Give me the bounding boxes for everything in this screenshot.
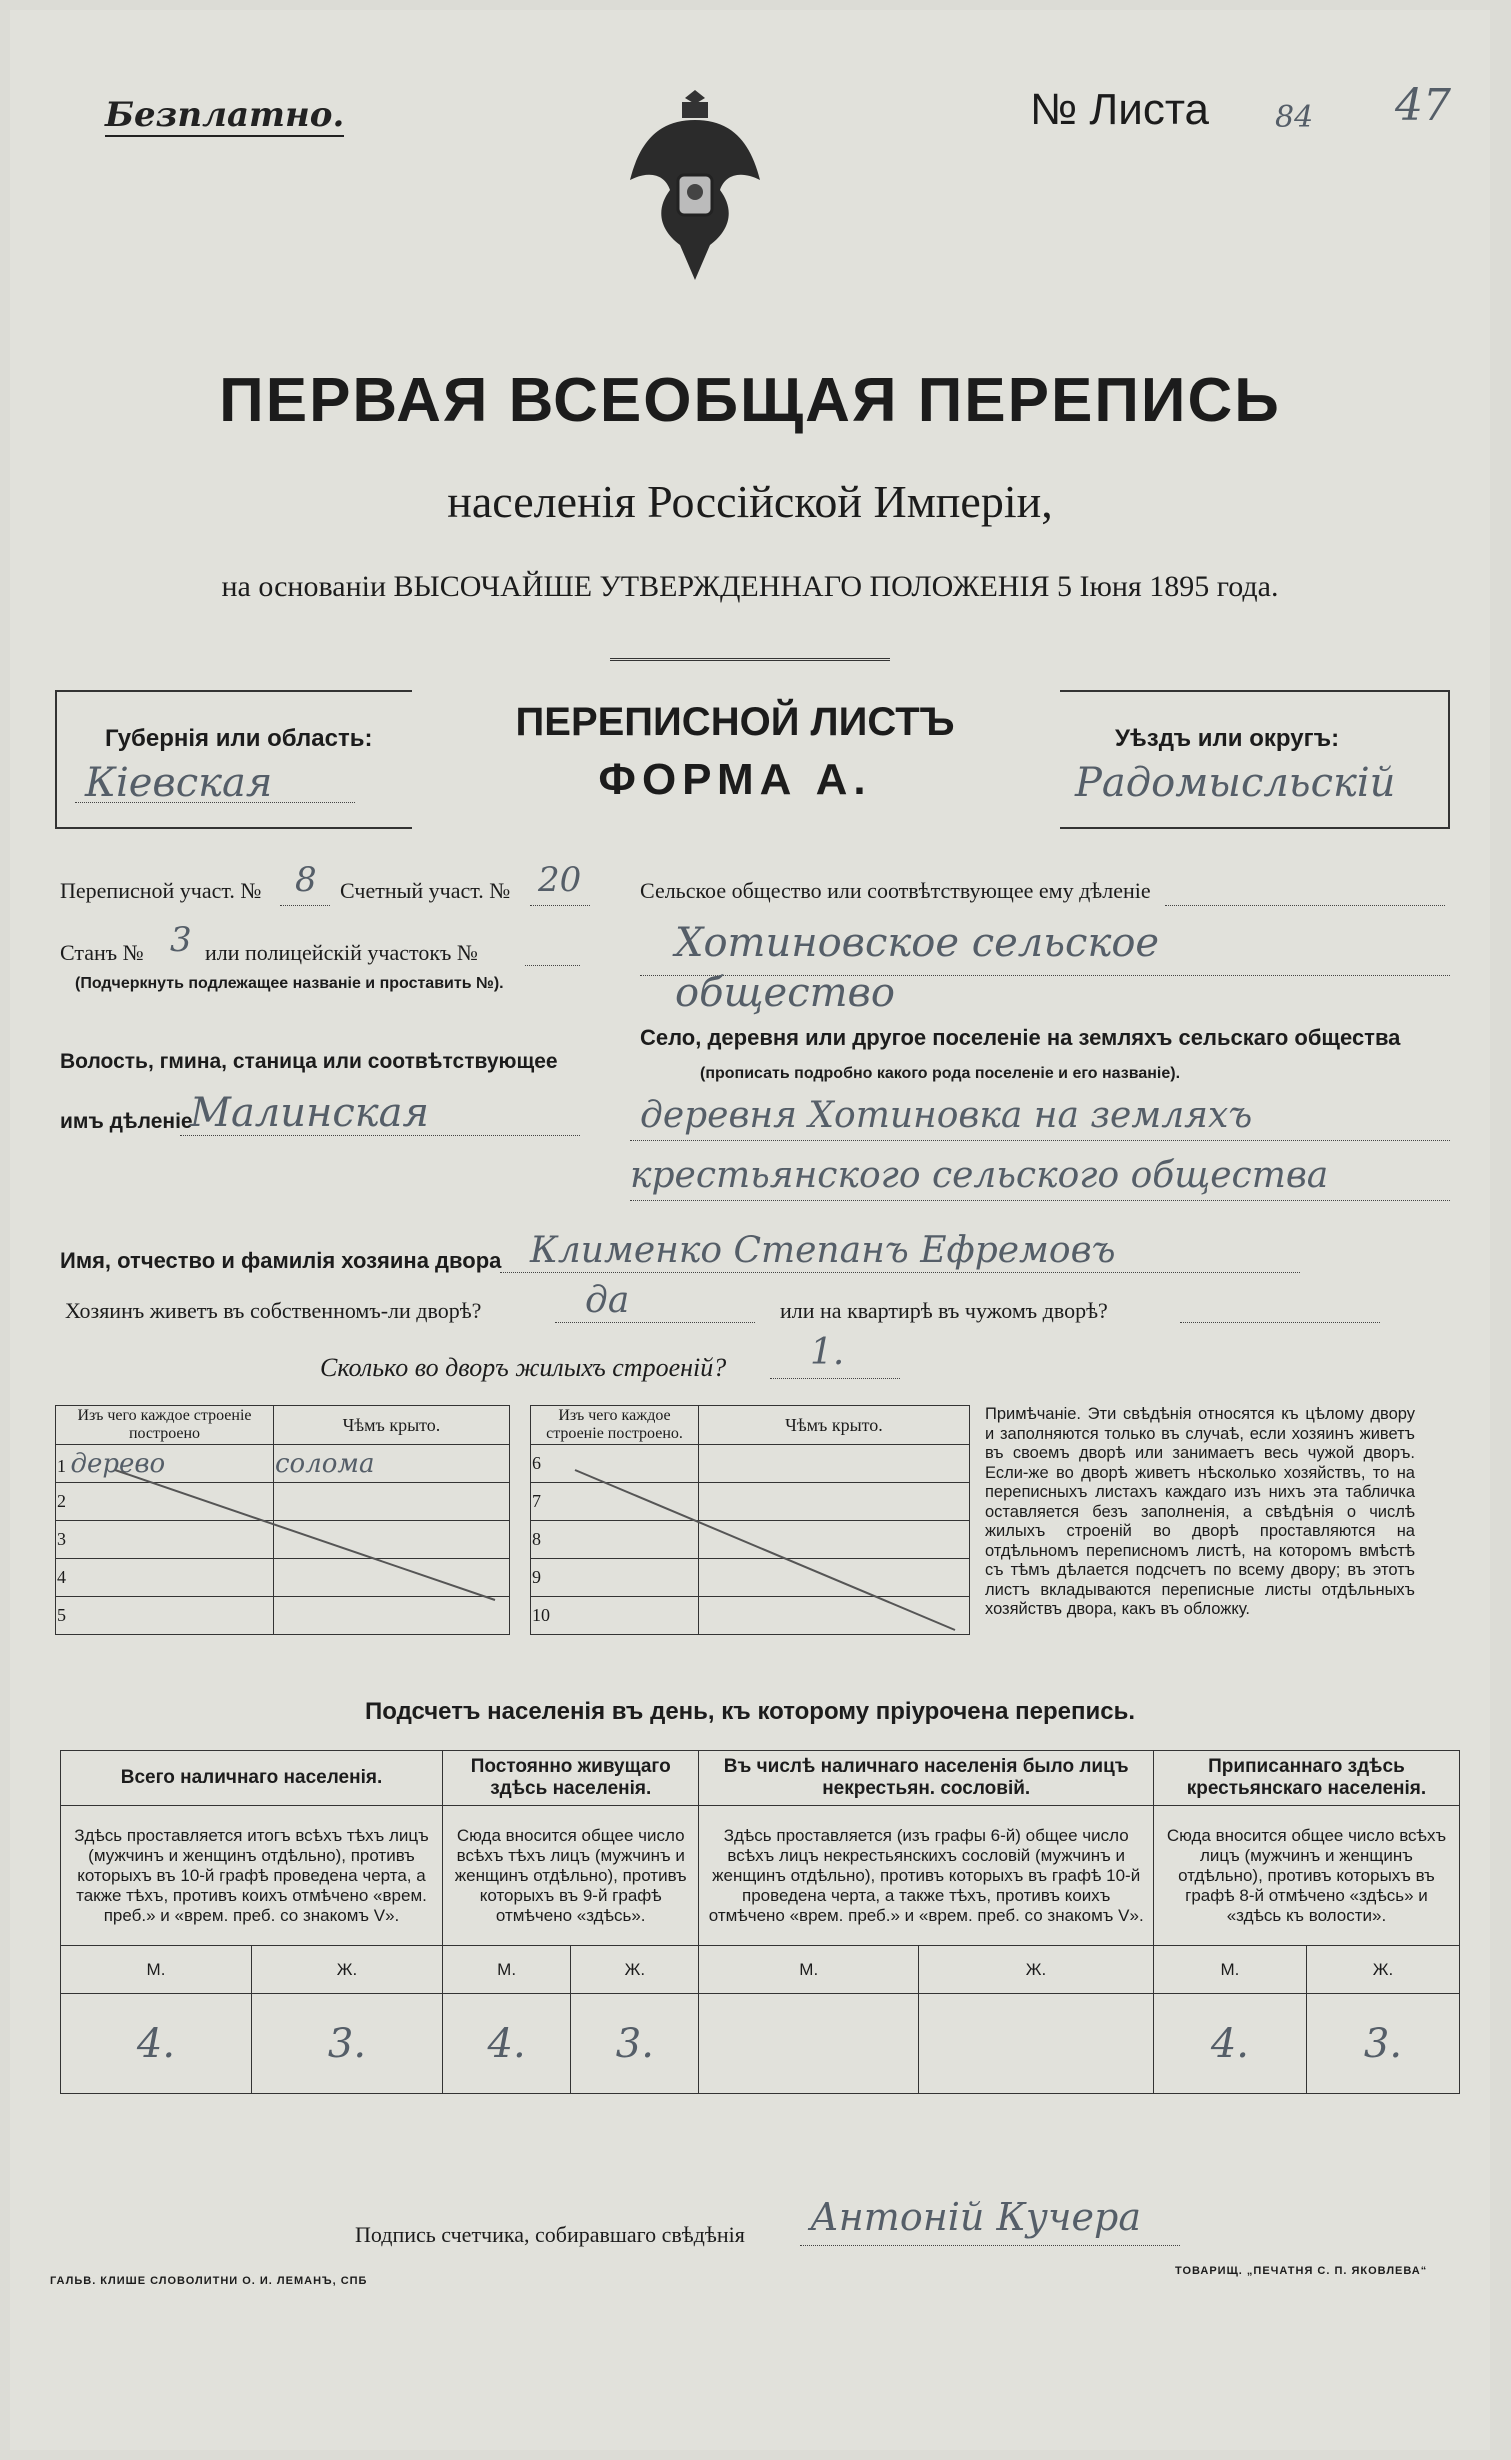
male-header: М.	[61, 1946, 252, 1994]
form-sheet-title: ПЕРЕПИСНОЙ ЛИСТЪ	[515, 700, 955, 744]
other-yard-label: или на квартирѣ въ чужомъ дворѣ?	[780, 1298, 1108, 1323]
table-row: 4	[56, 1559, 274, 1597]
col-total-desc: Здѣсь проставляется итогъ всѣхъ тѣхъ лицъ (мужчинъ и женщинъ отдѣльно), противъ которыхъ въ 10-й графѣ проведена черта, а также тѣхъ, противъ коихъ отмѣчено «врем. преб.» и «врем. преб. со знакомъ V».	[61, 1806, 443, 1946]
col-roof: Чѣмъ крыто.	[274, 1406, 510, 1445]
female-header: Ж.	[251, 1946, 442, 1994]
document-title: ПЕРВАЯ ВСЕОБЩАЯ ПЕРЕПИСЬ	[219, 366, 1281, 435]
count-plot-label: Счетный участ. №	[340, 878, 511, 903]
col-roof: Чѣмъ крыто.	[699, 1406, 970, 1445]
census-plot-value: 8	[295, 860, 317, 900]
buildings-count-value: 1.	[810, 1332, 845, 1373]
female-header: Ж.	[1306, 1946, 1459, 1994]
col-registered: Приписаннаго здѣсь крестьянскаго населенія.	[1153, 1751, 1459, 1806]
volost-value: Малинская	[190, 1090, 430, 1136]
col-registered-desc: Сюда вносится общее число всѣхъ лицъ (мужчинъ и женщинъ отдѣльно), противъ которыхъ въ графѣ 8-й отмѣчено «здѣсь» и «здѣсь къ волости».	[1153, 1806, 1459, 1946]
census-plot-label: Переписной участ. №	[60, 878, 262, 903]
police-district-label: или полицейскій участокъ №	[205, 940, 478, 965]
male-header: М.	[442, 1946, 570, 1994]
table-row: 5	[56, 1597, 274, 1635]
female-header: Ж.	[919, 1946, 1154, 1994]
own-yard-value: да	[585, 1280, 630, 1321]
owner-name-label: Имя, отчество и фамилія хозяина двора	[60, 1248, 502, 1273]
signature-label: Подпись счетчика, собиравшаго свѣдѣнія	[355, 2222, 745, 2247]
col-material: Изъ чего каждое строеніе построено	[56, 1406, 274, 1445]
page-number-handwritten: 47	[1395, 80, 1451, 131]
volost-label: Волость, гмина, станица или соотвѣтствующее	[60, 1050, 558, 1073]
document-basis-line: на основаніи ВЫСОЧАЙШЕ УТВЕРЖДЕННАГО ПОЛОЖЕНІЯ 5 Іюня 1895 года.	[221, 570, 1279, 603]
col-permanent: Постоянно живущаго здѣсь населенія.	[442, 1751, 699, 1806]
table-row: 8	[531, 1521, 699, 1559]
female-header: Ж.	[571, 1946, 699, 1994]
total-male-value: 4.	[61, 1994, 252, 2094]
table-row: 9	[531, 1559, 699, 1597]
volost-name-label: имъ дѣленіе	[60, 1110, 193, 1133]
table-cell: солома	[274, 1445, 510, 1483]
col-total-present: Всего наличнаго населенія.	[61, 1751, 443, 1806]
census-form-paper	[10, 10, 1490, 2450]
registered-male-value: 4.	[1153, 1994, 1306, 2094]
table-row: 1 дерево	[56, 1445, 274, 1483]
settlement-label: Село, деревня или другое поселеніе на земляхъ сельскаго общества	[640, 1025, 1401, 1050]
population-count-title: Подсчетъ населенія въ день, къ которому пріурочена перепись.	[365, 1698, 1135, 1725]
province-value: Кіевская	[85, 760, 273, 806]
imperial-eagle-emblem	[620, 80, 770, 290]
non-peasant-female-value	[919, 1994, 1154, 2094]
printer-right: ТОВАРИЩ. „ПЕЧАТНЯ С. П. ЯКОВЛЕВА“	[1175, 2265, 1428, 2277]
buildings-count-label: Сколько во дворъ жилыхъ строеній?	[320, 1353, 727, 1382]
stan-value: 3	[170, 920, 192, 960]
ornament-divider	[610, 658, 890, 661]
table-row: 3	[56, 1521, 274, 1559]
signature-value: Антоній Кучера	[810, 2195, 1142, 2239]
settlement-value-2: крестьянского сельского общества	[630, 1155, 1329, 1196]
form-type-label: ФОРМА А.	[598, 755, 872, 804]
rural-society-label: Сельское общество или соотвѣтствующее ему дѣленіе	[640, 878, 1151, 903]
region-frame	[55, 690, 1450, 825]
settlement-value-1: деревня Хотиновка на земляхъ	[640, 1095, 1253, 1136]
free-label: Безплатно.	[105, 95, 345, 135]
sheet-number-value: 84	[1275, 100, 1314, 135]
province-label: Губернія или область:	[105, 725, 373, 752]
col-non-peasant: Въ числѣ наличнаго населенія было лицъ некрестьян. сословій.	[699, 1751, 1153, 1806]
male-header: М.	[699, 1946, 919, 1994]
own-yard-label: Хозяинъ живетъ въ собственномъ-ли дворѣ?	[65, 1298, 482, 1323]
printer-left: ГАЛЬВ. КЛИШЕ СЛОВОЛИТНИ О. И. ЛЕМАНЪ, СПБ	[50, 2275, 368, 2287]
rural-society-value-1: Хотиновское сельское	[675, 920, 1160, 966]
permanent-female-value: 3.	[571, 1994, 699, 2094]
buildings-note: Примѣчаніе. Эти свѣдѣнія относятся къ цѣлому двору и заполняются только въ случаѣ, если хозяинъ живетъ въ своемъ дворѣ или занимаетъ весь чужой дворъ. Если-же во дворѣ живетъ нѣсколько хозяйствъ, то на переписныхъ листахъ каждаго изъ нихъ эта табличка оставляется безъ заполненія, а свѣдѣнія о числѣ жилыхъ строеній во дворѣ проставляются на отдѣльномъ переписномъ листѣ, на которомъ вмѣстѣ съ тѣмъ дѣлается подсчетъ по всему двору; въ этотъ листъ вкладываются переписные листы отдѣльныхъ хозяйствъ двора, какъ въ обложку.	[985, 1405, 1415, 1618]
non-peasant-male-value	[699, 1994, 919, 2094]
count-plot-value: 20	[538, 860, 582, 900]
settlement-instruction: (прописать подробно какого рода поселеніе и его названіе).	[700, 1065, 1181, 1082]
col-permanent-desc: Сюда вносится общее число всѣхъ тѣхъ лицъ (мужчинъ и женщинъ отдѣльно), противъ которыхъ въ 9-й графѣ отмѣчено «здѣсь».	[442, 1806, 699, 1946]
table-row: 2	[56, 1483, 274, 1521]
underline-instruction: (Подчеркнуть подлежащее названіе и проставить №).	[75, 975, 504, 992]
male-header: М.	[1153, 1946, 1306, 1994]
table-row: 10	[531, 1597, 699, 1635]
rural-society-value-2: общество	[675, 970, 895, 1016]
table-row: 6	[531, 1445, 699, 1483]
stan-label: Станъ №	[60, 940, 144, 965]
table-row: 7	[531, 1483, 699, 1521]
district-value: Радомысльскій	[1075, 760, 1396, 806]
col-material: Изъ чего каждое строеніе построено.	[531, 1406, 699, 1445]
population-table	[60, 1750, 1460, 2094]
district-label: Уѣздъ или округъ:	[1115, 725, 1340, 752]
sheet-number-label: № Листа	[1030, 85, 1210, 134]
total-female-value: 3.	[251, 1994, 442, 2094]
registered-female-value: 3.	[1306, 1994, 1459, 2094]
owner-name-value: Клименко Степанъ Ефремовъ	[530, 1230, 1116, 1271]
col-non-peasant-desc: Здѣсь проставляется (изъ графы 6-й) общее число всѣхъ лицъ некрестьянскихъ сословій (мужчинъ и женщинъ отдѣльно), противъ которыхъ въ графѣ 10-й проведена черта, а также тѣхъ, противъ коихъ отмѣчено «врем. преб.» и «врем. преб. со знакомъ V».	[699, 1806, 1153, 1946]
strike-lines	[55, 1440, 970, 1640]
document-subtitle: населенія Россійской Имперіи,	[447, 476, 1053, 527]
permanent-male-value: 4.	[442, 1994, 570, 2094]
